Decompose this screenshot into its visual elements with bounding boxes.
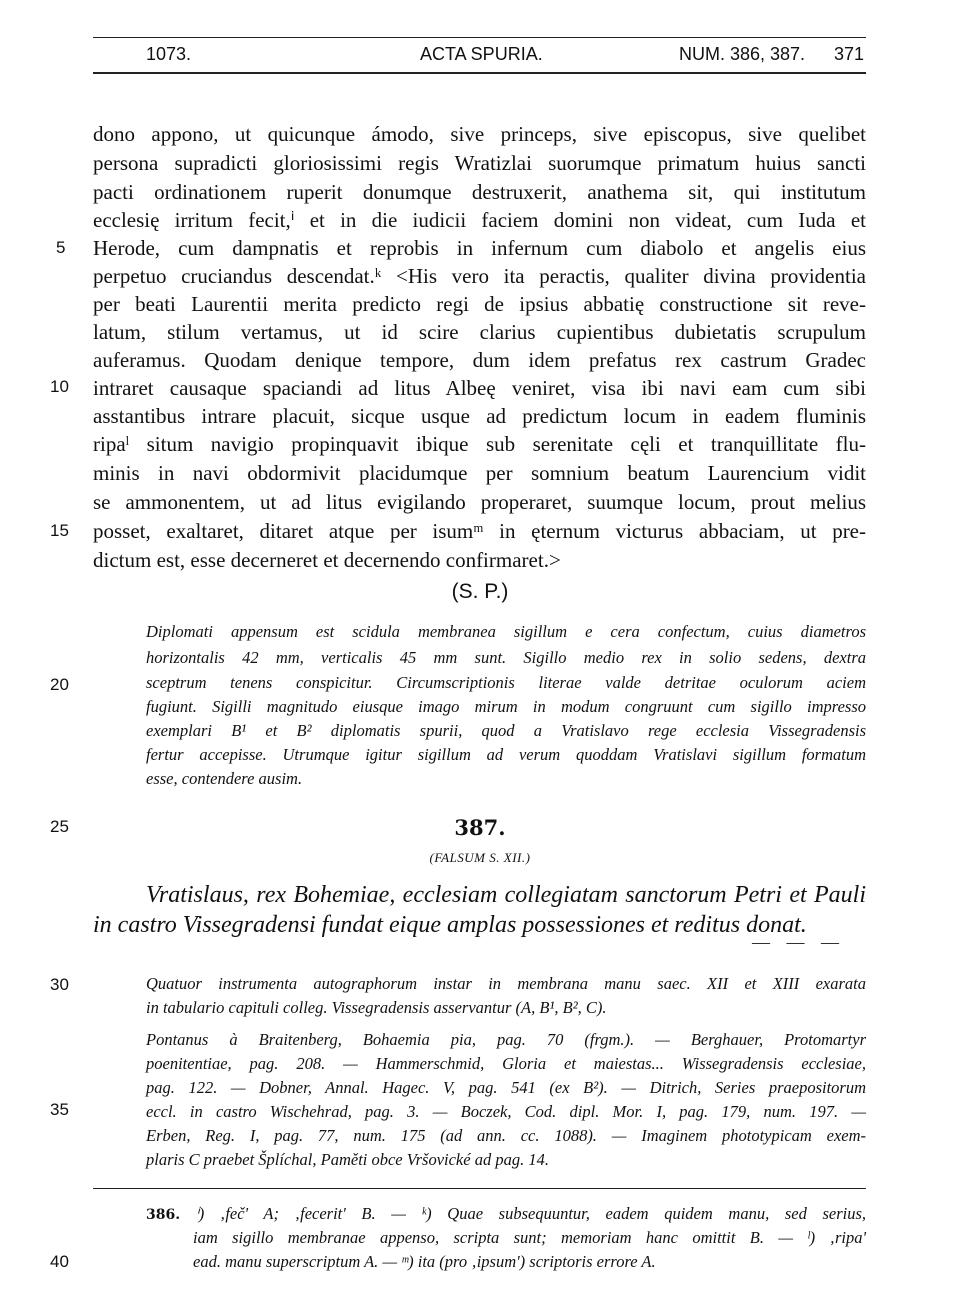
line-number: 35 <box>50 1100 69 1119</box>
header-rule-bottom <box>93 72 866 74</box>
line-number: 10 <box>50 377 69 396</box>
footnote-line: iam sigillo membranae appenso, scripta sunt; memoriam hanc omittit B. — ˡ) ‚ripa' <box>193 1228 866 1247</box>
note-line: Quatuor instrumenta autographorum instar in membrana manu saec. XII et XIII exarata <box>146 974 866 993</box>
header-title: ACTA SPURIA. <box>420 44 543 64</box>
line-number: 5 <box>56 238 66 257</box>
text-line: minis in navi obdormivit placidumque per somnium beatum Laurencium vidit <box>93 461 866 485</box>
text-line: pacti ordinationem ruperit donumque destruxerit, anathema sit, qui institutum <box>93 180 866 204</box>
note-line: sceptrum tenens conspicitur. Circumscriptionis literae valde detritae oculorum aciem <box>146 673 866 692</box>
regest-title-line: Vratislaus, rex Bohemiae, ecclesiam collegiatam sanctorum Petri et Pauli <box>146 882 866 908</box>
line-number: 40 <box>50 1252 69 1271</box>
footnote-number: 386. <box>146 1207 181 1223</box>
bib-line: Pontanus à Braitenberg, Bohaemia pia, pag. 70 (frgm.). — Berghauer, Protomartyr <box>146 1030 866 1049</box>
footnote-rule <box>93 1188 866 1189</box>
bib-line: plaris C praebet Šplíchal, Paměti obce Vršovické ad pag. 14. <box>146 1150 549 1169</box>
text-line: latum, stilum vertamus, ut id scire clarius cupientibus dubietatis scrupulum <box>93 320 866 344</box>
text-line: perpetuo cruciandus descendat.ᵏ <His vero ita peractis, qualiter divina providentia <box>93 264 866 288</box>
bib-line: pag. 122. — Dobner, Annal. Hagec. V, pag. 541 (ex B²). — Ditrich, Series praepositorum <box>146 1078 866 1097</box>
bib-line: eccl. in castro Wischehrad, pag. 3. — Boczek, Cod. dipl. Mor. I, pag. 179, num. 197. — <box>146 1102 866 1121</box>
bib-line: Erben, Reg. I, pag. 77, num. 175 (ad ann. cc. 1088). — Imaginem phototypicam exem- <box>146 1126 866 1145</box>
text-line: posset, exaltaret, ditaret atque per isumᵐ in ęternum victurus abbaciam, ut pre- <box>93 519 866 543</box>
signum: (S. P.) <box>451 580 509 603</box>
note-line: fugiunt. Sigilli magnitudo eiusque imago mirum in modum congruunt cum sigillo impresso <box>146 697 866 716</box>
text-line: ecclesię irritum fecit,ⁱ et in die iudicii faciem domini non videat, cum Iuda et <box>93 208 866 232</box>
text-line: per beati Laurentii merita predicto regi de ipsius abbatię constructione sit reve- <box>93 292 866 316</box>
text-line: ripaˡ situm navigio propinquavit ibique sub serenitate cęli et tranquillitate flu- <box>93 432 866 456</box>
note-line: Diplomati appensum est scidula membranea sigillum e cera confectum, cuius diametros <box>146 622 866 641</box>
header-number: NUM. 386, 387. <box>679 44 806 64</box>
line-number: 30 <box>50 975 69 994</box>
footnote-line: ead. manu superscriptum A. — ᵐ) ita (pro ‚ipsum') scriptoris errore A. <box>193 1252 656 1271</box>
text-line: dono appono, ut quicunque ámodo, sive princeps, sive episcopus, sive quelibet <box>93 122 866 146</box>
bib-line: poenitentiae, pag. 208. — Hammerschmid, Gloria et maiestas... Wissegradensis ecclesiae, <box>146 1054 866 1073</box>
text-line: asstantibus intrare placuit, sicque usque ad predictum locum in eadem fluminis <box>93 404 866 428</box>
note-line: horizontalis 42 mm, verticalis 45 mm sunt. Sigillo medio rex in solio sedens, dextra <box>146 648 866 667</box>
regest-title-line: in castro Vissegradensi fundat eique amplas possessiones et reditus donat. <box>93 912 807 938</box>
note-line: in tabulario capituli colleg. Vissegradensis asservantur (A, B¹, B², C). <box>146 998 607 1017</box>
line-number: 15 <box>50 521 69 540</box>
section-dashes: — — — <box>752 932 845 952</box>
text-line: intraret causaque spaciandi ad litus Albeę veniret, visa ibi navi eam cum sibi <box>93 376 866 400</box>
note-line: exemplari B¹ et B² diplomatis spurii, quod a Vratislavo rege ecclesia Vissegradensis <box>146 721 866 740</box>
note-line: esse, contendere ausim. <box>146 769 303 788</box>
line-number: 25 <box>50 817 69 836</box>
text-line: se ammonentem, ut ad litus evigilando properaret, suumque locum, prout melius <box>93 490 866 514</box>
header-year: 1073. <box>146 44 192 64</box>
falsum-label: (FALSUM S. XII.) <box>429 850 531 865</box>
text-line: dictum est, esse decerneret et decernendo confirmaret.> <box>93 548 561 572</box>
note-line: fertur accepisse. Utrumque igitur sigillum ad verum quoddam Vratislavi sigillum formatum <box>146 745 866 764</box>
header-rule-top <box>93 37 866 38</box>
text-line: persona supradicti gloriosissimi regis Wratizlai suorumque primatum huius sancti <box>93 151 866 175</box>
text-line: auferamus. Quodam denique tempore, dum idem prefatus rex castrum Gradec <box>93 348 866 372</box>
footnote-text: ⁱ) ‚feč' A; ‚fecerit' B. — ᵏ) Quae subsequuntur, eadem quidem manu, sed serius, <box>195 1204 867 1223</box>
document-number: 387. <box>454 815 506 840</box>
text-line: Herode, cum dampnatis et reprobis in infernum cum diabolo et angelis eius <box>93 236 866 260</box>
line-number: 20 <box>50 675 69 694</box>
page-number: 371 <box>834 44 865 64</box>
footnote-line <box>146 1204 866 1228</box>
